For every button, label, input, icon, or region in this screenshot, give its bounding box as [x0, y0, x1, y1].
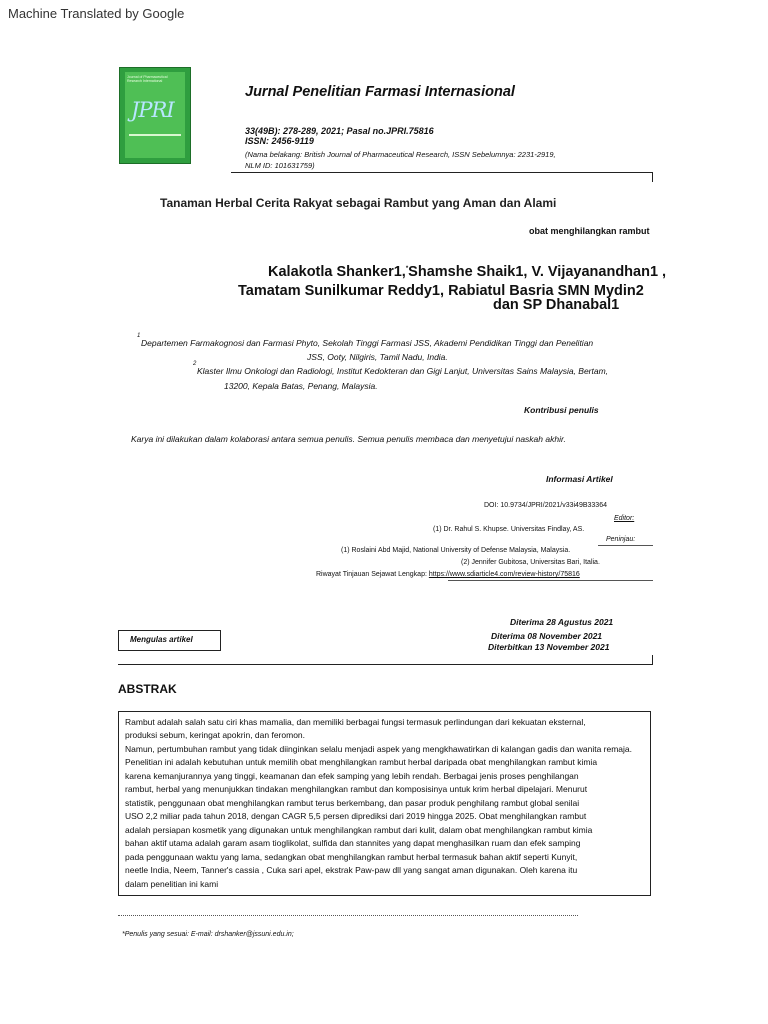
abstract-line: adalah persiapan kosmetik yang digunakan untuk menghilangkan rambut dari kulit, dalam obat menghilangkan rambut kimia	[125, 825, 593, 835]
author-separator: ,	[401, 264, 406, 280]
cover-title-text: Journal of Pharmaceutical Research International	[127, 75, 168, 83]
journal-issn: ISSN: 2456-9119	[245, 136, 314, 146]
author-separator: ,	[440, 283, 445, 299]
abstract-line: karena kemanjurannya yang tinggi, keamanan dan efek samping yang lebih rendah. Berbagai jenis proses penghilangan	[125, 771, 579, 781]
journal-volume: 33(49B): 278-289, 2021; Pasal no.JPRI.75816	[245, 126, 434, 136]
affiliation-marker-2: 2	[193, 361, 197, 367]
affiliation-2-line-2: 13200, Kepala Batas, Penang, Malaysia.	[224, 381, 378, 391]
abstract-line: Rambut adalah salah satu ciri khas mamalia, dan memiliki berbagai fungsi termasuk perlindungan dari kekuatan eksternal,	[125, 717, 586, 727]
affiliation-1-line-2: JSS, Ooty, Nilgiris, Tamil Nadu, India.	[307, 352, 448, 362]
abstract-line: Penelitian ini adalah kebutuhan untuk memilih obat menghilangkan rambut herbal daripada obat menghilangkan rambut kimia	[125, 757, 598, 767]
abstract-line: bahan aktif utama adalah garam asam tioglikolat, sulfida dan stannites yang dapat menghasilkan ruam dan efek samping	[125, 838, 581, 848]
abstract-line: Namun, pertumbuhan rambut yang tidak diinginkan selalu menjadi aspek yang mengkhawatirkan di kalangan gadis dan wanita remaja.	[125, 744, 632, 754]
author-name: Kalakotla Shanker1	[268, 264, 402, 280]
reviewers-rule	[598, 545, 653, 546]
abstract-line: statistik, penggunaan obat menghilangkan rambut terus berkembang, dan pasar produk penghilang rambut global senilai	[125, 798, 580, 808]
date-received: Diterima 28 Agustus 2021	[510, 617, 614, 627]
author-name: V. Vijayanandhan1 ,	[531, 264, 667, 280]
section-rule	[118, 664, 653, 665]
editor-name: (1) Dr. Rahul S. Khupse. Universitas Findlay, AS.	[433, 526, 585, 533]
history-rule	[448, 580, 653, 581]
journal-cover-image	[119, 67, 191, 164]
doi-text: DOI: 10.9734/JPRI/2021/v33i49B33364	[484, 502, 607, 509]
header-rule	[231, 172, 653, 173]
review-history	[316, 571, 580, 578]
contribution-heading: Kontribusi penulis	[524, 405, 599, 415]
reviewer-2: (2) Jennifer Gubitosa, Universitas Bari, Italia.	[461, 559, 600, 566]
affiliation-2-line-1: Klaster Ilmu Onkologi dan Radiologi, Institut Kedokteran dan Gigi Lanjut, Universitas Sains Malaysia, Bertam,	[197, 366, 609, 376]
footnote-rule	[118, 915, 578, 916]
translation-banner	[0, 0, 768, 28]
article-title: Tanaman Herbal Cerita Rakyat sebagai Rambut yang Aman dan Alami	[160, 196, 557, 210]
corresponding-author-footnote: *Penulis yang sesuai: E-mail: drshanker@jssuni.edu.in;	[122, 931, 294, 938]
abstract-line: rambut, herbal yang menunjukkan tindakan menghilangkan rambut dan komposisinya untuk krim herbal dipelajari. Menurut	[125, 784, 588, 794]
affiliation-marker-1: 1	[137, 333, 141, 339]
cover-divider	[129, 134, 181, 136]
author-name: Tamatam Sunilkumar Reddy1	[238, 283, 440, 299]
article-info-heading: Informasi Artikel	[546, 474, 613, 484]
abstract-heading: ABSTRAK	[118, 682, 177, 696]
journal-nlm-id: NLM ID: 101631759)	[245, 161, 315, 170]
article-type-box	[118, 630, 221, 651]
banner-text: Machine Translated by Google	[8, 6, 185, 21]
journal-logo: JPRI	[131, 98, 174, 122]
review-history-link[interactable]: https://www.sdiarticle4.com/review-history/75816	[428, 571, 580, 578]
journal-name: Jurnal Penelitian Farmasi Internasional	[245, 84, 515, 100]
cover-panel	[125, 72, 185, 158]
author-name: Rabiatul Basria SMN Mydin2	[448, 283, 644, 299]
header-rule-tick	[652, 172, 653, 182]
reviewers-label: Peninjau:	[606, 536, 636, 543]
journal-former-name: (Nama belakang: British Journal of Pharmaceutical Research, ISSN Sebelumnya: 2231-2919,	[245, 150, 556, 159]
review-history-label: Riwayat Tinjauan Sejawat Lengkap:	[316, 571, 427, 578]
section-rule-tick	[652, 655, 653, 665]
abstract-line: pada penggunaan waktu yang lama, sedangkan obat menghilangkan rambut herbal termasuk bahan aktif seperti Kunyit,	[125, 852, 578, 862]
contribution-text: Karya ini dilakukan dalam kolaborasi antara semua penulis. Semua penulis membaca dan menyetujui naskah akhir.	[131, 434, 566, 444]
reviewer-1: (1) Roslaini Abd Majid, National University of Defense Malaysia, Malaysia.	[341, 547, 571, 554]
abstract-line: dalam penelitian ini kami	[125, 879, 219, 889]
abstract-box	[118, 711, 651, 896]
abstract-line: produksi sebum, keringat apokrin, dan feromon.	[125, 730, 306, 740]
article-title-continued: obat menghilangkan rambut	[529, 226, 650, 236]
editor-label: Editor:	[614, 515, 635, 522]
author-line-1	[268, 264, 666, 280]
corresponding-mark: *	[405, 266, 409, 273]
abstract-line: neetle India, Neem, Tanner's cassia , Cuka sari apel, ekstrak Paw-paw dll yang sangat aman digunakan. Oleh karena itu	[125, 865, 578, 875]
affiliation-1-line-1: Departemen Farmakognosi dan Farmasi Phyto, Sekolah Tinggi Farmasi JSS, Akademi Pendidikan Tinggi dan Penelitian	[141, 338, 594, 348]
date-published: Diterbitkan 13 November 2021	[488, 642, 610, 652]
author-line-3: dan SP Dhanabal1	[493, 297, 620, 313]
date-accepted: Diterima 08 November 2021	[491, 631, 603, 641]
article-type-label: Mengulas artikel	[130, 635, 193, 644]
author-separator: ,	[523, 264, 528, 280]
author-name: Shamshe Shaik1	[408, 264, 524, 280]
abstract-line: USO 2,2 miliar pada tahun 2018, dengan CAGR 5,5 persen diprediksi dari 2019 hingga 2025. Obat menghilangkan rambut	[125, 811, 587, 821]
